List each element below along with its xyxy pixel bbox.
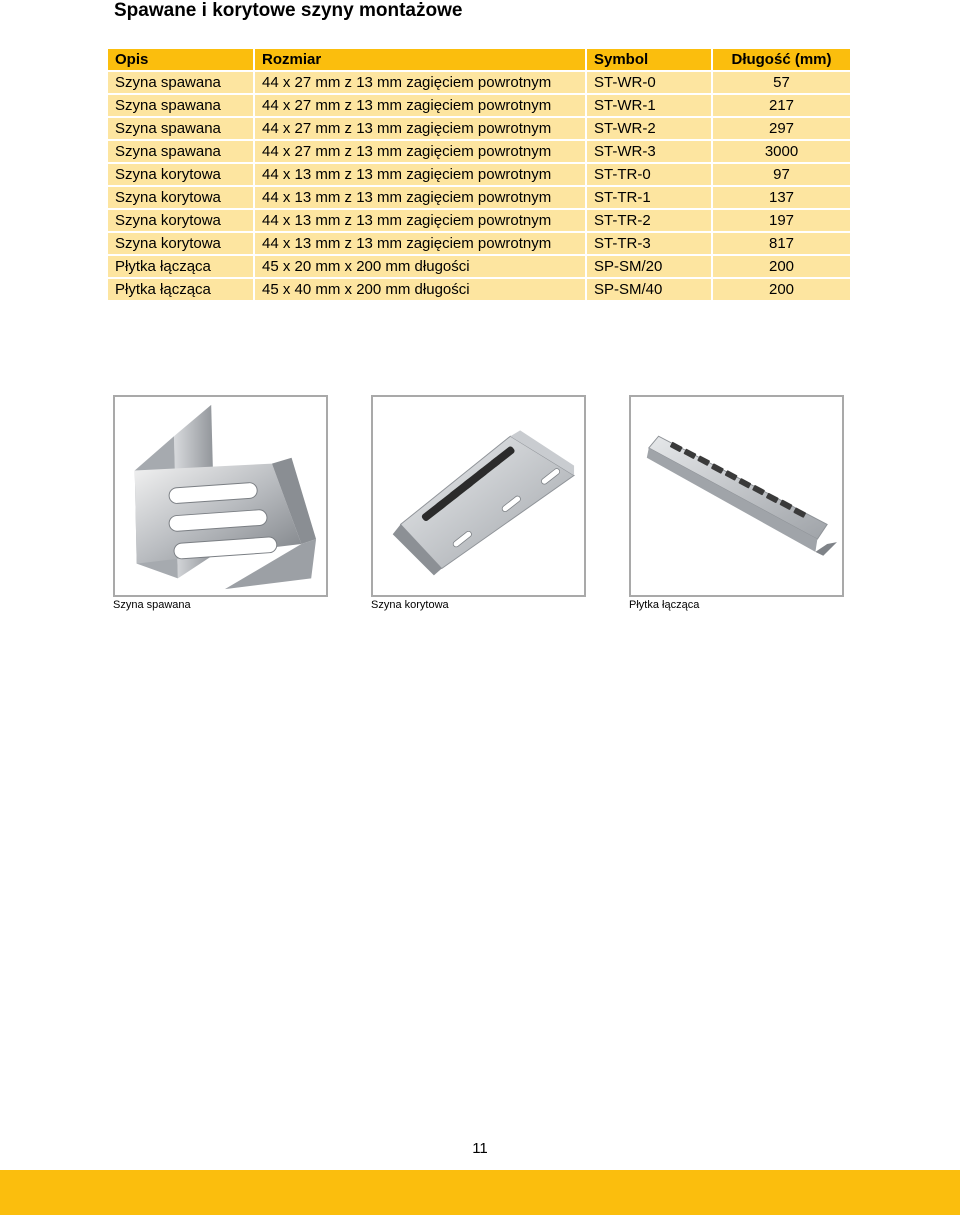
cell-rozmiar: 44 x 13 mm z 13 mm zagięciem powrotnym [254, 209, 586, 232]
column-header-rozmiar: Rozmiar [254, 48, 586, 71]
cell-opis: Szyna spawana [107, 140, 254, 163]
table-row [107, 278, 851, 301]
cell-dlugosc: 137 [712, 186, 851, 209]
table-header-row [107, 48, 851, 71]
cell-symbol: ST-TR-3 [586, 232, 712, 255]
cell-opis: Płytka łącząca [107, 255, 254, 278]
table-row [107, 209, 851, 232]
column-header-opis: Opis [107, 48, 254, 71]
page-title: Spawane i korytowe szyny montażowe [114, 0, 463, 21]
table-row [107, 71, 851, 94]
table-row [107, 94, 851, 117]
cell-opis: Szyna korytowa [107, 186, 254, 209]
cell-opis: Szyna korytowa [107, 232, 254, 255]
cell-symbol: ST-WR-0 [586, 71, 712, 94]
cell-opis: Płytka łącząca [107, 278, 254, 301]
table-row [107, 186, 851, 209]
figure-welded-rail [113, 395, 328, 597]
cell-rozmiar: 44 x 27 mm z 13 mm zagięciem powrotnym [254, 94, 586, 117]
trough-rail-illustration [373, 397, 584, 595]
cell-rozmiar: 44 x 27 mm z 13 mm zagięciem powrotnym [254, 117, 586, 140]
cell-symbol: ST-WR-1 [586, 94, 712, 117]
column-header-dlugosc: Długość (mm) [712, 48, 851, 71]
cell-symbol: ST-WR-2 [586, 117, 712, 140]
footer-bar [0, 1170, 960, 1215]
figure-trough-rail [371, 395, 586, 597]
cell-opis: Szyna spawana [107, 71, 254, 94]
cell-symbol: ST-TR-1 [586, 186, 712, 209]
cell-opis: Szyna korytowa [107, 163, 254, 186]
welded-rail-illustration [115, 397, 326, 595]
table-row [107, 232, 851, 255]
cell-symbol: SP-SM/40 [586, 278, 712, 301]
cell-opis: Szyna spawana [107, 117, 254, 140]
cell-rozmiar: 45 x 20 mm x 200 mm długości [254, 255, 586, 278]
cell-rozmiar: 44 x 13 mm z 13 mm zagięciem powrotnym [254, 186, 586, 209]
cell-rozmiar: 44 x 13 mm z 13 mm zagięciem powrotnym [254, 232, 586, 255]
cell-symbol: ST-TR-2 [586, 209, 712, 232]
table-row [107, 140, 851, 163]
cell-dlugosc: 97 [712, 163, 851, 186]
cell-dlugosc: 200 [712, 278, 851, 301]
connecting-plate-illustration [631, 397, 842, 595]
cell-dlugosc: 217 [712, 94, 851, 117]
cell-dlugosc: 200 [712, 255, 851, 278]
caption-trough-rail: Szyna korytowa [371, 599, 449, 611]
cell-rozmiar: 44 x 27 mm z 13 mm zagięciem powrotnym [254, 71, 586, 94]
caption-welded-rail: Szyna spawana [113, 599, 191, 611]
table-body [107, 71, 851, 301]
cell-opis: Szyna korytowa [107, 209, 254, 232]
cell-dlugosc: 57 [712, 71, 851, 94]
page-number: 11 [472, 1140, 488, 1157]
cell-symbol: ST-WR-3 [586, 140, 712, 163]
cell-symbol: ST-TR-0 [586, 163, 712, 186]
caption-connecting-plate: Płytka łącząca [629, 599, 700, 611]
cell-dlugosc: 817 [712, 232, 851, 255]
spec-table [106, 47, 852, 302]
table-row [107, 255, 851, 278]
figure-connecting-plate [629, 395, 844, 597]
cell-rozmiar: 44 x 27 mm z 13 mm zagięciem powrotnym [254, 140, 586, 163]
column-header-symbol: Symbol [586, 48, 712, 71]
cell-dlugosc: 197 [712, 209, 851, 232]
table-row [107, 117, 851, 140]
cell-opis: Szyna spawana [107, 94, 254, 117]
cell-symbol: SP-SM/20 [586, 255, 712, 278]
cell-rozmiar: 44 x 13 mm z 13 mm zagięciem powrotnym [254, 163, 586, 186]
table-row [107, 163, 851, 186]
cell-dlugosc: 297 [712, 117, 851, 140]
cell-rozmiar: 45 x 40 mm x 200 mm długości [254, 278, 586, 301]
cell-dlugosc: 3000 [712, 140, 851, 163]
